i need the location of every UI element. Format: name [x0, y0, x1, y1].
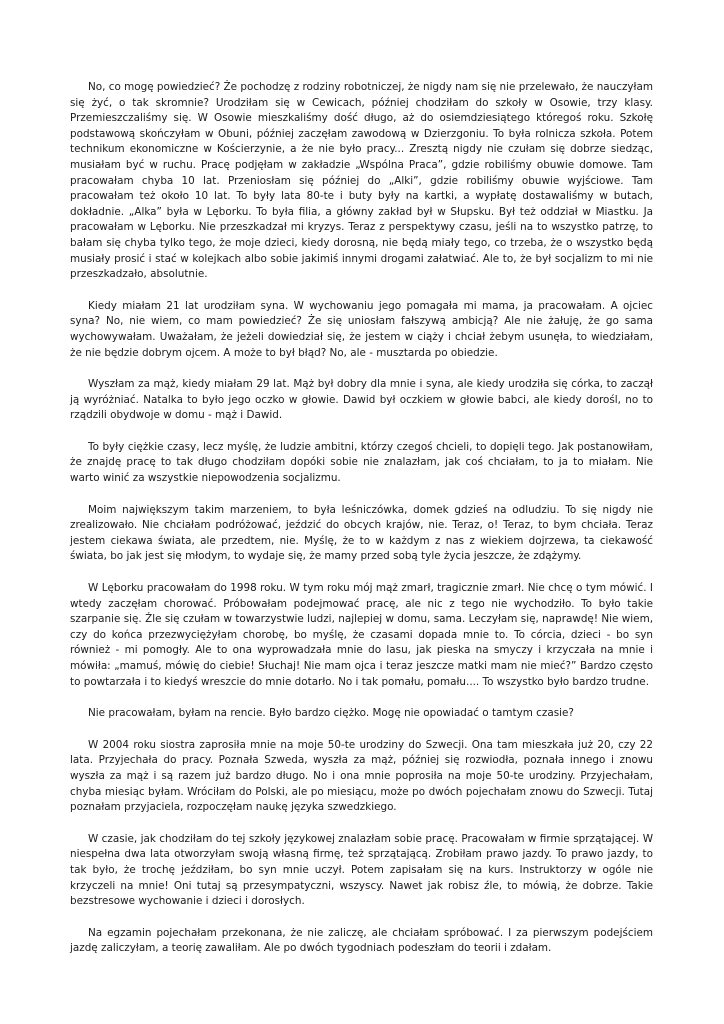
paragraph: Moim największym takim marzeniem, to była leśniczówka, domek gdzieś na odludziu. To się nigdy nie zrealizowało. Nie chciałam podróżować, jeździć do obcych krajów, nie. Teraz, o! Teraz, to bym chciała. Teraz jestem ciekawa świata, ale przedtem, nie. Myślę, że to w każdym z nas z wiekiem dojrzewa, ta ciekawość świata, bo jak jest się młodym, to wydaje się, że mamy przed sobą tyle życia jeszcze, że zdążymy. [70, 503, 653, 563]
paragraph: W Lęborku pracowałam do 1998 roku. W tym roku mój mąż zmarł, tragicznie zmarł. Nie chcę o tym mówić. I wtedy zaczęłam chorować. Próbowałam podejmować pracę, ale nic z tego nie wychodziło. To było takie szarpanie się. Źle się czułam w towarzystwie ludzi, najlepiej w domu, sama. Leczyłam się, naprawdę! Nie wiem, czy do końca przezwyciężyłam chorobę, bo myślę, że czasami dopada mnie to. To córcia, dzieci - bo syn również - mi pomogły. Ale to ona wyprowadzała mnie do lasu, jak pieska na smyczy i krzyczała na mnie i mówiła: „mamuś, mówię do ciebie! Słuchaj! Nie mam ojca i teraz jeszcze matki mam nie mieć?” Bardzo często to powtarzała i to kiedyś wreszcie do mnie dotarło. No i tak pomału, pomału.... To wszystko było bardzo trudne. [70, 582, 653, 688]
paragraph: Nie pracowałam, byłam na rencie. Było bardzo ciężko. Mogę nie opowiadać o tamtym czasie? [88, 707, 574, 720]
document-page [70, 80, 653, 957]
paragraph: No, co mogę powiedzieć? Że pochodzę z rodziny robotniczej, że nigdy nam się nie przelewało, że nauczyłam się żyć, o tak skromnie? Urodziłam się w Cewicach, później chodziłam do szkoły w Osowie, trzy klasy. Przemieszczaliśmy się. W Osowie mieszkaliśmy dość długo, aż do osiemdziesiątego któregoś roku. Szkołę podstawową skończyłam w Obuni, później zaczęłam zawodową w Dzierzgoniu. To była rolnicza szkoła. Potem technikum ekonomiczne w Kościerzynie, a że nie było pracy... Zresztą nigdy nie czułam się dobrze siedząc, musiałam być w ruchu. Pracę podjęłam w zakładzie „Wspólna Praca”, gdzie robiliśmy obuwie domowe. Tam pracowałam chyba 10 lat. Przeniosłam się później do „Alki”, gdzie robiliśmy obuwie wyjściowe. Tam pracowałam też około 10 lat. To były lata 80-te i buty były na kartki, a wypłatę dostawaliśmy w butach, dokładnie. „Alka” była w Lęborku. To była filia, a główny zakład był w Słupsku. Był też oddział w Miastku. Ja pracowałam w Lęborku. Nie przeszkadzał mi kryzys. Teraz z perspektywy czasu, jeśli na to wszystko patrzę, to bałam się chyba tylko tego, że moje dzieci, kiedy dorosną, nie będą miały tego, co trzeba, że o wszystko będą musiały prosić i stać w kolejkach albo sobie jakimiś innymi drogami załatwiać. Ale to, że był socjalizm to mi nie przeszkadzało, absolutnie. [70, 81, 653, 281]
paragraph: To były ciężkie czasy, lecz myślę, że ludzie ambitni, którzy czegoś chcieli, to dopięli tego. Jak postanowiłam, że znajdę pracę to tak długo chodziłam dopóki sobie nie znalazłam, jak coś chciałam, to ja to miałam. Nie warto winić za wszystkie niepowodzenia socjalizmu. [70, 440, 653, 485]
paragraph: W czasie, jak chodziłam do tej szkoły językowej znalazłam sobie pracę. Pracowałam w firmie sprzątającej. W niespełna dwa lata otworzyłam swoją własną firmę, też sprzątającą. Zrobiłam prawo jazdy. To prawo jazdy, to tak było, że trochę jeździłam, bo syn mnie uczył. Potem zapisałam się na kurs. Instruktorzy w ogóle nie krzyczeli na mnie! Oni tutaj są przesympatyczni, wszyscy. Nawet jak robisz źle, to mówią, że dobrze. Takie bezstresowe wychowanie i dzieci i dorosłych. [70, 832, 653, 908]
paragraph: W 2004 roku siostra zaprosiła mnie na moje 50-te urodziny do Szwecji. Ona tam mieszkała już 20, czy 22 lata. Przyjechała do pracy. Poznała Szweda, wyszła za mąż, później się rozwiodła, poznała innego i znowu wyszła za mąż i są razem już bardzo długo. No i ona mnie poprosiła na moje 50-te urodziny. Przyjechałam, chyba miesiąc byłam. Wróciłam do Polski, ale po miesiącu, może po dwóch pojechałam znowu do Szwecji. Tutaj poznałam przyjaciela, rozpoczęłam naukę języka szwedzkiego. [70, 738, 653, 814]
paragraph: Na egzamin pojechałam przekonana, że nie zaliczę, ale chciałam spróbować. I za pierwszym podejściem jazdę zaliczyłam, a teorię zawaliłam. Ale po dwóch tygodniach podeszłam do teorii i zdałam. [70, 926, 653, 955]
paragraph: Kiedy miałam 21 lat urodziłam syna. W wychowaniu jego pomagała mi mama, ja pracowałam. A ojciec syna? No, nie wiem, co mam powiedzieć? Że się uniosłam fałszywą ambicją? Ale nie żałuję, że go sama wychowywałam. Uważałam, że jeżeli dowiedział się, że jestem w ciąży i chciał żebym usunęła, to wiedziałam, że nie będzie dobrym ojcem. A może to był błąd? No, ale - musztarda po obiedzie. [70, 299, 653, 359]
paragraph: Wyszłam za mąż, kiedy miałam 29 lat. Mąż był dobry dla mnie i syna, ale kiedy urodziła się córka, to zaczął ją wyróżniać. Natalka to było jego oczko w głowie. Dawid był oczkiem w głowie babci, ale kiedy dorośl, no to rządzili obydwoje w domu - mąż i Dawid. [70, 378, 653, 422]
